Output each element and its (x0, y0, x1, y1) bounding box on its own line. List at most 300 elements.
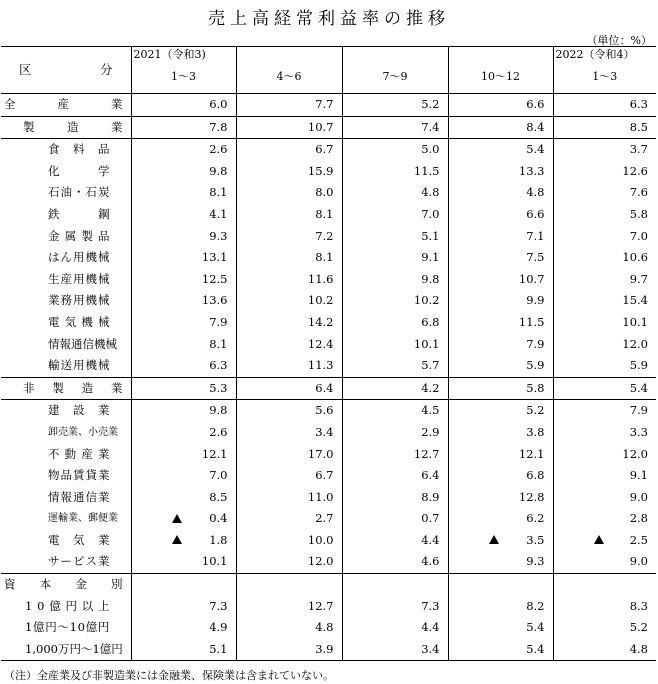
value-cell (131, 444, 236, 466)
value-cell (236, 422, 342, 444)
value-cell (448, 377, 553, 400)
value-text: 14.2 (307, 314, 334, 329)
value-text: 1.8 (209, 532, 228, 547)
value-cell (448, 487, 553, 509)
value-text: 6.3 (629, 97, 648, 111)
value-text: 10.7 (518, 271, 545, 286)
value-cell (342, 465, 448, 487)
value-cell (448, 508, 553, 530)
row-label-cell (1, 508, 131, 530)
value-text: 8.1 (209, 336, 228, 351)
value-text: 9.3 (526, 554, 545, 569)
table-row (1, 444, 656, 466)
row-label: 1 , 0 0 0 万 円 ～ 1 億 円 (25, 641, 123, 656)
table-row (1, 355, 656, 377)
row-label-cell (1, 161, 131, 183)
value-text: 12.4 (307, 336, 334, 351)
row-label: 業 務 用 機 械 (48, 293, 110, 308)
value-text: 7.9 (209, 314, 228, 329)
row-label-cell (1, 639, 131, 661)
value-text: 4.4 (421, 532, 440, 547)
row-label: 不 動 産 業 (48, 446, 110, 461)
value-text: 6.0 (209, 97, 228, 111)
value-cell (553, 290, 656, 312)
value-cell (553, 400, 656, 422)
value-cell (236, 639, 342, 661)
value-text: 9.1 (629, 468, 648, 483)
value-text: 6.7 (315, 142, 334, 157)
value-cell (342, 444, 448, 466)
value-cell (448, 422, 553, 444)
value-cell (448, 226, 553, 248)
table-row (1, 465, 656, 487)
value-cell (448, 400, 553, 422)
value-text: 9.7 (629, 271, 648, 286)
value-cell (448, 596, 553, 618)
value-text: 5.4 (526, 142, 545, 157)
value-cell (448, 94, 553, 117)
table-row (1, 487, 656, 509)
row-label-cell (1, 617, 131, 639)
value-text: 5.4 (629, 380, 648, 395)
value-cell (553, 334, 656, 356)
value-text: 4.8 (421, 185, 440, 200)
value-text: 8.1 (315, 206, 334, 221)
value-cell (553, 596, 656, 618)
value-cell (131, 116, 236, 139)
table-row (1, 312, 656, 334)
value-text: 5.4 (526, 641, 545, 656)
value-cell (236, 596, 342, 618)
table-row (1, 247, 656, 269)
column-header-year: 2021（令和3) (133, 48, 206, 61)
value-text: 12.5 (201, 271, 228, 286)
value-cell (553, 355, 656, 377)
value-text: 15.4 (622, 293, 648, 308)
value-text: 10.0 (307, 532, 334, 547)
table-row (1, 116, 656, 139)
value-cell (236, 508, 342, 530)
value-cell (131, 182, 236, 204)
column-header-period: 10～12 (481, 70, 520, 83)
value-text: 11.5 (413, 163, 440, 178)
table-row (1, 530, 656, 552)
value-cell (342, 204, 448, 226)
value-text: 10.2 (413, 293, 440, 308)
row-label: 情 報 通 信 業 (48, 489, 110, 504)
value-cell (131, 596, 236, 618)
value-cell (553, 639, 656, 661)
column-header-period: 7～9 (382, 70, 408, 83)
value-cell (236, 226, 342, 248)
table-row (1, 508, 656, 530)
value-text: 2.8 (629, 511, 648, 526)
value-text: 0.4 (209, 511, 228, 526)
value-text: 5.7 (421, 358, 440, 373)
value-text: 9.1 (421, 250, 440, 265)
value-cell (342, 226, 448, 248)
value-cell (236, 94, 342, 117)
row-label: 非 製 造 業 (23, 380, 123, 395)
value-text: 3.4 (421, 641, 440, 656)
table-row (1, 204, 656, 226)
value-cell (342, 617, 448, 639)
row-label: 卸 売 業 、 小 売 業 (48, 426, 118, 438)
value-text: 4.6 (421, 554, 440, 569)
value-cell (553, 94, 656, 117)
row-label-cell (1, 247, 131, 269)
value-cell (553, 116, 656, 139)
value-text: 3.5 (526, 532, 545, 547)
value-text: 5.3 (209, 380, 228, 395)
footnote: （注）全産業及び非製造業には金融業、保険業は含まれていない。 (4, 669, 334, 682)
category-header-char-2: 分 (99, 62, 113, 77)
value-cell (448, 617, 553, 639)
table-row (1, 639, 656, 661)
value-text: 12.8 (518, 489, 545, 504)
value-text: 6.8 (526, 468, 545, 483)
value-text: 9.0 (629, 489, 648, 504)
table-row (1, 551, 656, 573)
row-label: は ん 用 機 械 (48, 250, 110, 265)
table-row (1, 422, 656, 444)
value-text: 7.3 (209, 598, 228, 613)
value-cell (131, 574, 236, 596)
value-text: 2.6 (209, 142, 228, 157)
value-text: 11.3 (307, 358, 334, 373)
column-header-year (237, 47, 342, 63)
value-cell (553, 465, 656, 487)
row-label-cell (1, 139, 131, 161)
value-text: 6.6 (526, 97, 545, 111)
value-text: 9.9 (526, 293, 545, 308)
value-text: 3.8 (526, 424, 545, 439)
value-text: 6.7 (315, 468, 334, 483)
value-cell (342, 596, 448, 618)
value-text: 5.2 (629, 620, 648, 635)
value-cell (236, 247, 342, 269)
value-cell (131, 334, 236, 356)
value-cell (342, 182, 448, 204)
table-row (1, 617, 656, 639)
value-text: 10.2 (307, 293, 334, 308)
value-text: 4.5 (421, 403, 440, 418)
value-text: 12.0 (622, 336, 648, 351)
value-text: 10.1 (413, 336, 440, 351)
row-label-cell (1, 269, 131, 291)
value-cell (553, 487, 656, 509)
value-text: 4.8 (526, 185, 545, 200)
value-cell (131, 94, 236, 117)
value-text: 2.7 (315, 511, 334, 526)
value-text: 12.1 (518, 446, 545, 461)
value-cell (236, 487, 342, 509)
value-text: 5.1 (421, 228, 440, 243)
value-cell (448, 574, 553, 596)
value-cell (342, 116, 448, 139)
value-cell (236, 574, 342, 596)
row-label: 物 品 賃 貸 業 (48, 468, 110, 483)
value-cell (553, 161, 656, 183)
value-cell (342, 574, 448, 596)
value-text: 8.0 (315, 185, 334, 200)
table-row (1, 290, 656, 312)
row-label: 化 学 (48, 163, 110, 178)
value-text: 7.0 (209, 468, 228, 483)
value-cell (236, 290, 342, 312)
value-cell (236, 312, 342, 334)
category-header-char-1: 区 (19, 62, 32, 77)
value-text: 10.1 (201, 554, 228, 569)
value-cell (342, 269, 448, 291)
value-text: 2.6 (209, 424, 228, 439)
column-header-year (449, 47, 553, 63)
value-cell (448, 465, 553, 487)
value-cell (236, 161, 342, 183)
value-cell (131, 355, 236, 377)
value-text: 8.5 (209, 489, 228, 504)
value-cell (342, 508, 448, 530)
value-text: 8.9 (421, 489, 440, 504)
value-cell (553, 551, 656, 573)
value-cell (448, 247, 553, 269)
column-header-period: 4～6 (276, 70, 302, 83)
value-text: 3.9 (315, 641, 334, 656)
value-text: 5.1 (209, 641, 228, 656)
row-label-cell (1, 290, 131, 312)
value-text: 9.0 (629, 554, 648, 569)
value-cell (131, 465, 236, 487)
value-cell (342, 530, 448, 552)
column-header-year: 2022（令和4） (555, 48, 635, 61)
value-cell (131, 290, 236, 312)
row-label-cell (1, 226, 131, 248)
value-text: 13.3 (518, 163, 545, 178)
row-label-cell (1, 400, 131, 422)
value-cell (448, 204, 553, 226)
value-text: 6.3 (209, 358, 228, 373)
table-row (1, 226, 656, 248)
value-cell (553, 312, 656, 334)
value-text: 11.5 (518, 314, 545, 329)
value-cell (236, 182, 342, 204)
value-text: 13.6 (201, 293, 228, 308)
value-cell (236, 116, 342, 139)
value-text: 4.1 (209, 206, 228, 221)
column-header (131, 47, 236, 94)
value-text: 8.3 (629, 598, 648, 613)
table-row (1, 182, 656, 204)
table-row (1, 334, 656, 356)
row-label: 1 0 億 円 以 上 (25, 598, 110, 613)
value-cell (553, 182, 656, 204)
value-text: 15.9 (307, 163, 334, 178)
table-row (1, 94, 656, 117)
table-row (1, 400, 656, 422)
value-cell (236, 617, 342, 639)
value-text: 12.7 (307, 598, 334, 613)
value-cell (448, 312, 553, 334)
value-text: 5.8 (629, 206, 648, 221)
value-cell (553, 422, 656, 444)
row-label-cell (1, 204, 131, 226)
value-text: 6.4 (421, 468, 440, 483)
value-cell (236, 269, 342, 291)
value-cell (236, 139, 342, 161)
table-row (1, 377, 656, 400)
value-cell (131, 508, 236, 530)
value-text: 0.7 (421, 511, 440, 526)
value-cell (553, 139, 656, 161)
row-label: 生 産 用 機 械 (48, 271, 110, 286)
value-cell (553, 574, 656, 596)
value-text: 17.0 (307, 446, 334, 461)
value-cell (342, 290, 448, 312)
value-text: 7.3 (421, 598, 440, 613)
value-cell (131, 226, 236, 248)
value-text: 12.0 (622, 446, 648, 461)
value-cell (342, 551, 448, 573)
value-cell (342, 639, 448, 661)
value-text: 13.1 (201, 250, 228, 265)
column-header-period: 1～3 (592, 70, 618, 83)
value-text: 7.7 (315, 97, 334, 111)
value-text: 4.9 (209, 620, 228, 635)
value-cell (131, 617, 236, 639)
table-row (1, 269, 656, 291)
column-header (342, 47, 448, 94)
table-row (1, 161, 656, 183)
value-text: 5.0 (421, 142, 440, 157)
category-header (1, 47, 131, 94)
value-cell (236, 444, 342, 466)
value-cell (342, 139, 448, 161)
value-cell (131, 269, 236, 291)
value-cell (553, 377, 656, 400)
row-label: 鉄 鋼 (48, 206, 110, 221)
value-text: 4.8 (315, 620, 334, 635)
row-label-cell (1, 551, 131, 573)
row-label-cell (1, 422, 131, 444)
table-title: 売上高経常利益率の推移 (208, 9, 450, 29)
value-text: 8.1 (315, 250, 334, 265)
value-text: 10.6 (622, 250, 648, 265)
row-label: 運 輸 業 、 郵 便 業 (48, 513, 118, 525)
unit-label: （単位：%） (586, 34, 652, 47)
value-cell (448, 530, 553, 552)
value-text: 2.9 (421, 424, 440, 439)
value-text: 10.7 (307, 119, 334, 134)
row-label: 全 産 業 (4, 97, 123, 111)
value-cell (131, 377, 236, 400)
value-cell (236, 530, 342, 552)
row-label-cell (1, 487, 131, 509)
negative-triangle-icon (594, 530, 604, 552)
value-cell (236, 377, 342, 400)
value-cell (448, 182, 553, 204)
value-text: 7.0 (421, 206, 440, 221)
value-text: 3.7 (629, 142, 648, 157)
row-label: 電 気 業 (48, 532, 110, 547)
value-cell (553, 508, 656, 530)
value-cell (131, 551, 236, 573)
row-label: 金 属 製 品 (48, 228, 110, 243)
row-label-cell (1, 312, 131, 334)
value-text: 6.8 (421, 314, 440, 329)
value-cell (553, 617, 656, 639)
value-text: 12.6 (622, 163, 648, 178)
value-text: 12.0 (307, 554, 334, 569)
value-cell (342, 422, 448, 444)
value-cell (131, 530, 236, 552)
value-text: 9.8 (421, 271, 440, 286)
value-text: 7.1 (526, 228, 545, 243)
row-label-cell (1, 94, 131, 117)
value-text: 3.4 (315, 424, 334, 439)
value-cell (342, 247, 448, 269)
value-text: 7.4 (421, 119, 440, 134)
value-cell (131, 204, 236, 226)
value-text: 12.7 (413, 446, 440, 461)
value-text: 11.0 (307, 489, 334, 504)
row-label-cell (1, 334, 131, 356)
value-cell (448, 551, 553, 573)
value-cell (448, 116, 553, 139)
header-row (1, 47, 656, 94)
value-text: 5.2 (526, 403, 545, 418)
negative-triangle-icon (489, 530, 499, 552)
value-cell (553, 530, 656, 552)
value-text: 6.2 (526, 511, 545, 526)
value-text: 9.3 (209, 228, 228, 243)
value-cell (448, 139, 553, 161)
value-text: 5.2 (421, 97, 440, 111)
row-label: 製 造 業 (23, 119, 123, 134)
value-text: 6.4 (315, 380, 334, 395)
value-text: 7.2 (315, 228, 334, 243)
value-text: 7.0 (629, 228, 648, 243)
value-text: 2.5 (629, 532, 648, 547)
row-label-cell (1, 530, 131, 552)
row-label: 情 報 通 信 機 械 (48, 336, 117, 351)
value-text: 9.8 (209, 163, 228, 178)
row-label: 石 油 ・ 石 炭 (48, 185, 110, 200)
negative-triangle-icon (172, 530, 182, 552)
value-cell (131, 247, 236, 269)
value-cell (131, 400, 236, 422)
row-label: 輸 送 用 機 械 (48, 358, 110, 373)
value-cell (342, 94, 448, 117)
value-text: 9.8 (209, 403, 228, 418)
row-label: 食 料 品 (48, 142, 110, 157)
row-label-cell (1, 596, 131, 618)
value-text: 7.8 (209, 119, 228, 134)
value-text: 7.5 (526, 250, 545, 265)
column-header-year (343, 47, 448, 63)
value-cell (131, 422, 236, 444)
value-cell (236, 355, 342, 377)
row-label: サ ー ビ ス 業 (48, 554, 110, 569)
row-label-cell (1, 574, 131, 596)
value-cell (131, 487, 236, 509)
value-cell (448, 161, 553, 183)
row-label: 建 設 業 (48, 403, 110, 418)
value-cell (448, 355, 553, 377)
value-text: 8.1 (209, 185, 228, 200)
value-cell (448, 269, 553, 291)
row-label: 電 気 機 械 (48, 314, 110, 329)
value-cell (131, 139, 236, 161)
